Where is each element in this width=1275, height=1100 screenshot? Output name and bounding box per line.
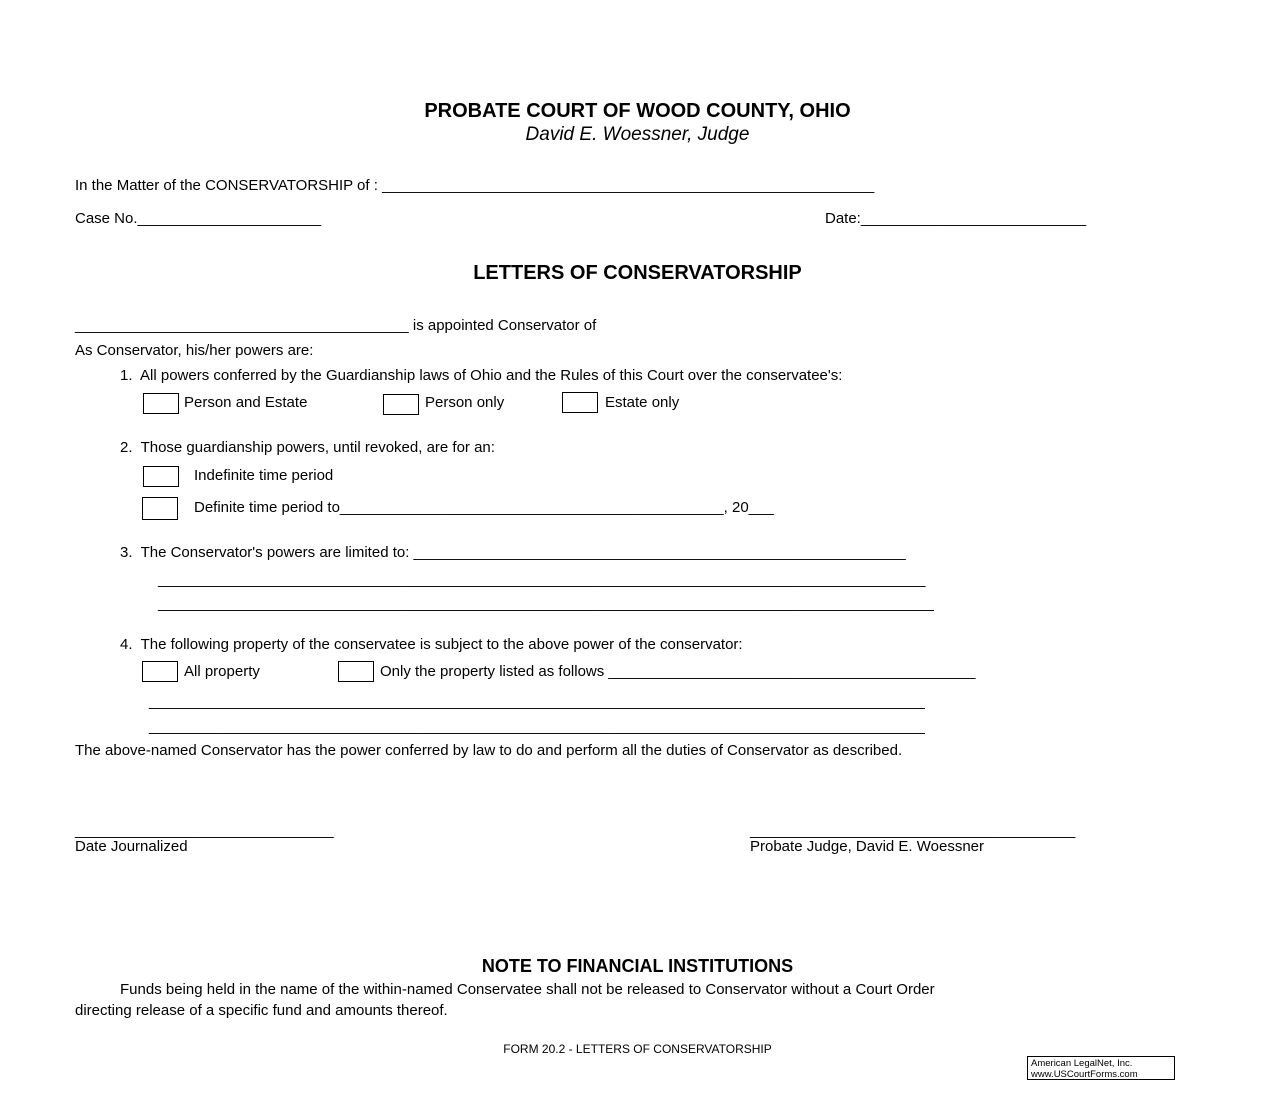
item-3-text[interactable]: 3. The Conservator's powers are limited to: ___________________________________________________________ (120, 544, 906, 561)
note-line-1: Funds being held in the name of the within-named Conservatee shall not be released to Conservator without a Court Order (120, 981, 935, 998)
checkbox-definite[interactable] (142, 497, 178, 520)
checkbox-estate-only[interactable] (562, 392, 598, 413)
checkbox-all-property[interactable] (142, 661, 178, 682)
stamp-line-1: American LegalNet, Inc. (1031, 1058, 1133, 1069)
form-footer: FORM 20.2 - LETTERS OF CONSERVATORSHIP (503, 1042, 772, 1056)
appointee-line[interactable]: ________________________________________ is appointed Conservator of (75, 317, 597, 334)
checkbox-person-and-estate[interactable] (143, 393, 179, 414)
item-4-line-3[interactable]: _____________________________________________________________________________________________ (149, 718, 925, 735)
option-estate-only-label: Estate only (605, 394, 680, 411)
closing-statement: The above-named Conservator has the power conferred by law to do and perform all the duties of Conservator as described. (75, 742, 903, 759)
date-journalized-line[interactable]: _______________________________ (75, 822, 334, 839)
matter-line[interactable]: In the Matter of the CONSERVATORSHIP of : ___________________________________________________________ (75, 177, 875, 194)
case-number-field[interactable]: Case No.______________________ (75, 210, 322, 227)
stamp-line-2: www.USCourtForms.com (1031, 1069, 1138, 1080)
checkbox-person-only[interactable] (383, 394, 419, 415)
date-journalized-label: Date Journalized (75, 838, 188, 855)
date-field[interactable]: Date:___________________________ (825, 210, 1087, 227)
item-2-text: 2. Those guardianship powers, until revoked, are for an: (120, 439, 495, 456)
legalnet-stamp (1027, 1056, 1175, 1080)
listed-property-field[interactable]: Only the property listed as follows ____________________________________________ (380, 663, 976, 680)
note-line-2: directing release of a specific fund and amounts thereof. (75, 1002, 448, 1019)
item-3-line-2[interactable]: ____________________________________________________________________________________________ (158, 571, 926, 588)
option-person-only-label: Person only (425, 394, 505, 411)
definite-time-field[interactable]: Definite time period to______________________________________________, 20___ (194, 499, 774, 516)
document-title: LETTERS OF CONSERVATORSHIP (473, 262, 802, 284)
judge-signature-label: Probate Judge, David E. Woessner (750, 838, 985, 855)
note-title: NOTE TO FINANCIAL INSTITUTIONS (481, 956, 794, 976)
court-name: PROBATE COURT OF WOOD COUNTY, OHIO (424, 100, 851, 122)
judge-name: David E. Woessner, Judge (525, 124, 750, 145)
item-4-text: 4. The following property of the conservatee is subject to the above power of the conservator: (120, 636, 743, 653)
indefinite-label: Indefinite time period (194, 467, 334, 484)
powers-intro: As Conservator, his/her powers are: (75, 342, 314, 359)
checkbox-listed-property[interactable] (338, 661, 374, 682)
item-4-line-2[interactable]: _____________________________________________________________________________________________ (149, 693, 925, 710)
judge-signature-line[interactable]: _______________________________________ (750, 822, 1076, 839)
option-person-and-estate-label: Person and Estate (184, 394, 308, 411)
item-1-text: 1. All powers conferred by the Guardianship laws of Ohio and the Rules of this Court over the conservatee's: (120, 367, 843, 384)
checkbox-indefinite[interactable] (143, 466, 179, 487)
item-3-line-3[interactable]: _____________________________________________________________________________________________ (158, 595, 934, 612)
all-property-label: All property (184, 663, 260, 680)
